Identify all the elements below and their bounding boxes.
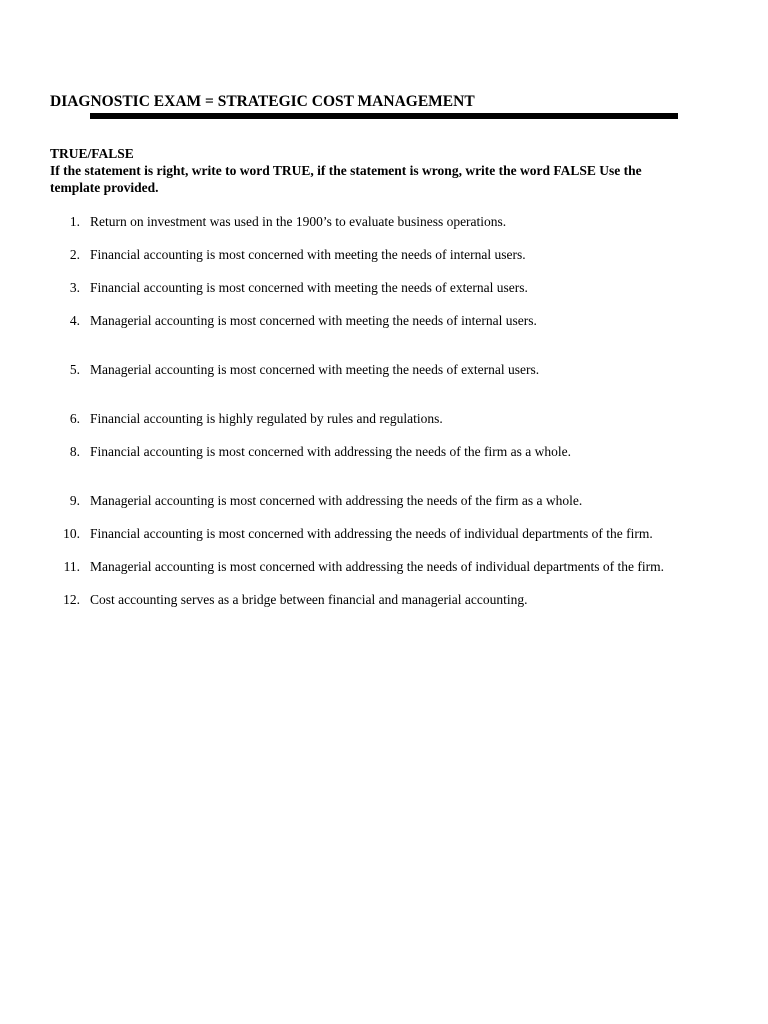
question-text: Return on investment was used in the 1900’s to evaluate business operations. — [90, 214, 507, 229]
question-number: 5. — [69, 362, 80, 377]
question-number: 2. — [69, 247, 80, 262]
question-number: 10. — [63, 526, 80, 541]
page-title: DIAGNOSTIC EXAM = STRATEGIC COST MANAGEMENT — [50, 93, 475, 110]
question-text: Financial accounting is highly regulated by rules and regulations. — [90, 411, 443, 426]
title-underline-rule — [90, 113, 678, 119]
instructions-text: If the statement is right, write to word TRUE, if the statement is wrong, write the word FALSE Use the template provided. — [50, 163, 642, 195]
question-text: Managerial accounting is most concerned with addressing the needs of the firm as a whole. — [90, 493, 583, 508]
question-text: Cost accounting serves as a bridge between financial and managerial accounting. — [90, 592, 528, 607]
question-text: Financial accounting is most concerned with meeting the needs of external users. — [90, 280, 528, 295]
question-text: Financial accounting is most concerned with meeting the needs of internal users. — [90, 247, 526, 262]
question-number: 3. — [69, 280, 80, 295]
question-text: Managerial accounting is most concerned with addressing the needs of individual departments of the firm. — [90, 559, 664, 574]
question-text: Financial accounting is most concerned with addressing the needs of individual departments of the firm. — [90, 526, 653, 541]
question-text: Managerial accounting is most concerned with meeting the needs of internal users. — [90, 313, 537, 328]
section-heading: TRUE/FALSE — [50, 146, 134, 161]
question-number: 11. — [63, 559, 80, 574]
question-number: 12. — [63, 592, 80, 607]
question-number: 6. — [69, 411, 80, 426]
question-number: 4. — [69, 313, 80, 328]
question-number: 1. — [69, 214, 80, 229]
question-number: 8. — [69, 444, 80, 459]
question-text: Financial accounting is most concerned with addressing the needs of the firm as a whole. — [90, 444, 571, 459]
question-number: 9. — [69, 493, 80, 508]
question-text: Managerial accounting is most concerned with meeting the needs of external users. — [90, 362, 540, 377]
